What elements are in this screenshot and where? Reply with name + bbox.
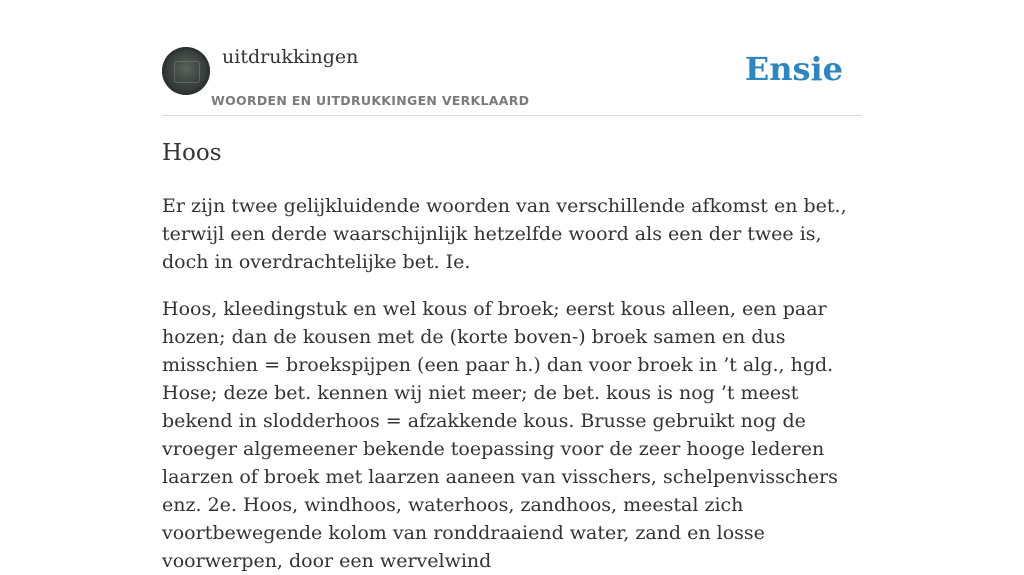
brand-logo[interactable]: Ensie [744, 50, 843, 88]
avatar[interactable] [162, 47, 210, 95]
site-header [162, 0, 862, 116]
avatar-image [174, 61, 200, 83]
article-paragraph: Er zijn twee gelijkluidende woorden van verschillende afkomst en bet., terwijl een derde waarschijnlijk hetzelfde woord als een der twee is, doch in overdrachtelijke bet. Ie. [162, 195, 847, 273]
page-container [162, 0, 862, 572]
page-title: Hoos [162, 140, 222, 166]
article-paragraph: Hoos, kleedingstuk en wel kous of broek; eerst kous alleen, een paar hozen; dan de kousen met de (korte boven-) broek samen en dus misschien = broekspijpen (een paar h.) dan voor broek in ’t alg., hgd. Hose; deze bet. kennen wij niet meer; de bet. kous is nog ’t meest bekend in slodderhoos = afzakkende kous. Brusse gebruikt nog de vroeger algemeener bekende toepassing voor de zeer hooge lederen laarzen of broek met laarzen aaneen van visschers, schelpenvisschers enz. 2e. Hoos, windhoos, waterhoos, zandhoos, meestal zich voortbewegende kolom van ronddraaiend water, zand en losse voorwerpen, door een wervelwind [162, 298, 838, 572]
site-name[interactable]: uitdrukkingen [222, 46, 359, 68]
site-tagline: WOORDEN EN UITDRUKKINGEN VERKLAARD [211, 93, 530, 108]
